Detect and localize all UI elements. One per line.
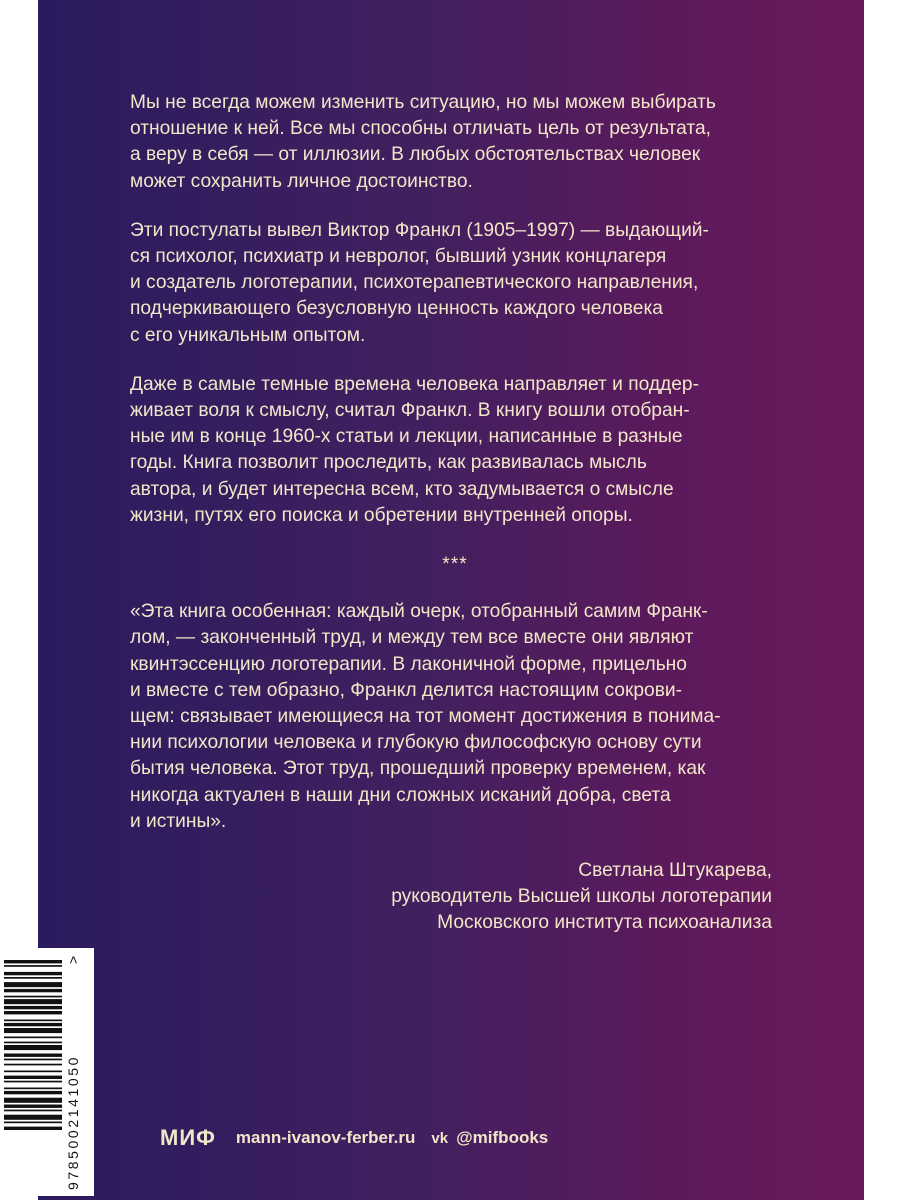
quote-attribution [130, 858, 780, 937]
barcode-bar [4, 1081, 62, 1083]
text-line: жизни, путях его поиска и обретении внутренней опоры. [130, 504, 633, 526]
barcode-bars [4, 960, 62, 1130]
barcode-bar [4, 972, 62, 975]
barcode-bar [4, 1064, 62, 1066]
barcode-bar [4, 960, 62, 963]
vk-icon: vk [431, 1129, 449, 1147]
barcode-bar [4, 996, 62, 998]
barcode-bar [4, 1088, 62, 1090]
text-line: живает воля к смыслу, считал Франкл. В книгу вошли отобран- [130, 400, 690, 422]
barcode-bar [4, 1023, 62, 1026]
barcode-bar [4, 1098, 62, 1103]
paragraph-1 [130, 90, 780, 195]
barcode-bar [4, 982, 62, 987]
attribution-line: Светлана Штукарева, [578, 860, 772, 882]
attribution-line: руководитель Высшей школы логотерапии [391, 886, 772, 908]
text-line: годы. Книга позволит проследить, как развивалась мысль [130, 452, 647, 474]
quote-line: бытия человека. Этот труд, прошедший проверку временем, как [130, 758, 706, 780]
paragraph-3 [130, 372, 780, 529]
quote-line: нии психологии человека и глубокую философскую основу сути [130, 732, 702, 754]
text-line: отношение к ней. Все мы способны отличать цель от результата, [130, 118, 711, 140]
publisher-logo: МИФ [160, 1125, 216, 1150]
text-line: и создатель логотерапии, психотерапевтического направления, [130, 272, 699, 294]
barcode-bar [4, 1059, 62, 1061]
barcode-graphic [0, 948, 94, 1196]
barcode-bar [4, 1054, 62, 1057]
book-back-cover [38, 0, 864, 1200]
text-line: а веру в себя — от иллюзии. В любых обстоятельствах человек [130, 144, 701, 166]
quote-line: и вместе с тем образно, Франкл делится настоящим сокрови- [130, 679, 682, 701]
text-line: Эти постулаты вывел Виктор Франкл (1905–1997) — выдающий- [130, 219, 709, 241]
barcode-bar [4, 1071, 62, 1073]
quote-line: никогда актуален в наши дни сложных исканий добра, света [130, 784, 671, 806]
social-handle[interactable]: @mifbooks [456, 1128, 549, 1147]
barcode-bar [4, 989, 62, 992]
paragraph-2 [130, 218, 780, 349]
text-line: ные им в конце 1960-х статьи и лекции, написанные в разные [130, 426, 683, 448]
publisher-footer [160, 1122, 548, 1154]
barcode-bar [4, 1115, 62, 1120]
barcode-bar [4, 1028, 62, 1033]
barcode-bar [4, 1006, 62, 1009]
barcode-bar [4, 999, 62, 1004]
barcode-bar [4, 1037, 62, 1039]
quote-paragraph [130, 599, 780, 835]
text-line: автора, и будет интересна всем, кто задумывается о смысле [130, 478, 674, 500]
text-line: подчеркивающего безусловную ценность каждого человека [130, 298, 663, 320]
quote-line: квинтэссенцию логотерапии. В лаконичной форме, прицельно [130, 653, 687, 675]
barcode-bar [4, 1127, 62, 1130]
barcode-bar [4, 1091, 62, 1094]
attribution-line: Московского института психоанализа [437, 912, 772, 934]
barcode-bar [4, 1110, 62, 1112]
barcode-bar [4, 1045, 62, 1050]
barcode-bar [4, 977, 62, 979]
section-separator: *** [442, 554, 468, 576]
barcode-bar [4, 1020, 62, 1022]
barcode-bar [4, 1042, 62, 1044]
quote-line: лом, — законченный труд, и между тем все вместе они являют [130, 627, 694, 649]
barcode-bar [4, 1122, 62, 1124]
quote-line: «Эта книга особенная: каждый очерк, отобранный самим Франк- [130, 601, 708, 623]
quote-line: щем: связывает имеющиеся на тот момент достижения в понима- [130, 706, 721, 728]
website-link[interactable]: mann-ivanov-ferber.ru [235, 1128, 416, 1147]
barcode-bar [4, 965, 62, 967]
barcode-bar [4, 1105, 62, 1108]
isbn-barcode [0, 948, 94, 1196]
barcode-digits: 9785002141050 [65, 1054, 81, 1190]
text-line: Даже в самые темные времена человека направляет и поддер- [130, 373, 699, 395]
text-line: может сохранить личное достоинство. [130, 170, 473, 192]
barcode-bar [4, 1076, 62, 1079]
barcode-arrow: > [65, 955, 81, 964]
text-line: ся психолог, психиатр и невролог, бывший узник концлагеря [130, 246, 667, 268]
quote-line: и истины». [130, 810, 227, 832]
text-line: Мы не всегда можем изменить ситуацию, но мы можем выбирать [130, 92, 716, 113]
cover-text-block [130, 90, 780, 937]
text-line: с его уникальным опытом. [130, 324, 366, 346]
barcode-bar [4, 1011, 62, 1014]
